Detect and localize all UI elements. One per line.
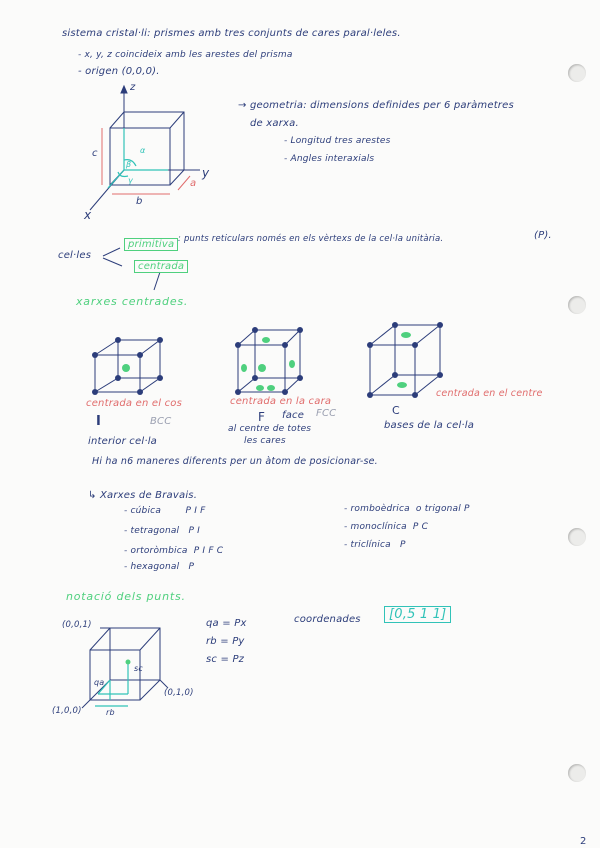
- cell3-desc: bases de la cel·la: [384, 420, 475, 431]
- eq-qa: qa = Px: [206, 618, 247, 629]
- eq-rb: rb = Py: [206, 636, 245, 647]
- bravais-triclinica: - triclínica P: [344, 540, 406, 550]
- coord-001: (0,0,1): [62, 620, 92, 630]
- label-rb: rb: [106, 708, 115, 717]
- label-sc: sc: [134, 664, 143, 673]
- cell1-desc: interior cel·la: [88, 436, 158, 447]
- cell1-code: I: [96, 414, 102, 429]
- primitiva-code: (P).: [534, 230, 552, 241]
- bravais-romboedrica: - romboèdrica o trigonal P: [344, 504, 470, 514]
- bravais-hexagonal: - hexagonal P: [124, 562, 195, 572]
- centrada-box: centrada: [134, 260, 188, 273]
- coord-value: [0,5 1 1]: [384, 606, 451, 623]
- axis-z-label: z: [130, 82, 136, 93]
- bullet-origen: - origen (0,0,0).: [78, 66, 160, 77]
- eq-sc: sc = Pz: [206, 654, 245, 665]
- cell2-fcc: FCC: [316, 408, 337, 419]
- cell2-code: F: [258, 410, 266, 424]
- geometria-line: → geometria: dimensions definides per 6 paràmetres: [238, 100, 514, 111]
- bravais-ortorombica: - ortoròmbica P I F C: [124, 546, 224, 556]
- cell3-label: centrada en el centre: [436, 388, 543, 399]
- angle-alpha-label: α: [140, 146, 146, 155]
- notation-cube: [82, 628, 168, 708]
- param-b-label: b: [136, 196, 143, 207]
- cell1-bcc: BCC: [150, 416, 172, 427]
- page-number: 2: [580, 836, 587, 847]
- coordenades-label: coordenades: [294, 614, 361, 625]
- bravais-cubica: - cúbica P I F: [124, 506, 206, 516]
- xarxes-bravais-heading: ↳ Xarxes de Bravais.: [88, 490, 198, 501]
- angle-beta-label: β: [126, 160, 132, 169]
- cell3-code: C: [392, 404, 400, 417]
- label-qa: qa: [94, 678, 105, 687]
- angles-line: - Angles interaxials: [284, 154, 375, 164]
- angle-gamma-label: γ: [128, 176, 133, 185]
- param-a-label: a: [190, 178, 197, 189]
- primitiva-box: primitiva: [124, 238, 178, 251]
- longitud-line: - Longitud tres arestes: [284, 136, 391, 146]
- cell1-label: centrada en el cos: [86, 398, 183, 409]
- primitiva-desc: : punts reticulars només en els vèrtexs de la cel·la unitària.: [178, 234, 444, 244]
- axis-y-label: y: [202, 166, 210, 180]
- cell2-label: centrada en la cara: [230, 396, 332, 407]
- cell2-desc2: les cares: [244, 436, 286, 446]
- coord-100: (1,0,0): [52, 706, 82, 716]
- de-xarxa: de xarxa.: [250, 118, 299, 129]
- bullet-xyz: - x, y, z coincideix amb les arestes del prisma: [78, 50, 293, 60]
- axis-x-label: x: [84, 208, 92, 222]
- xarxes-centrades-heading: xarxes centrades.: [76, 295, 189, 308]
- bravais-monoclinica: - monoclínica P C: [344, 522, 429, 532]
- hi-ha-line: Hi ha n6 maneres diferents per un àtom de posicionar-se.: [92, 456, 378, 467]
- celles-label: cel·les: [58, 250, 92, 261]
- param-c-label: c: [92, 148, 98, 159]
- notacio-heading: notació dels punts.: [66, 590, 186, 603]
- intro-line: sistema cristal·li: prismes amb tres conjunts de cares paral·leles.: [62, 28, 401, 39]
- cell2-face: face: [282, 410, 305, 421]
- coord-010: (0,1,0): [164, 688, 194, 698]
- bravais-tetragonal: - tetragonal P I: [124, 526, 200, 536]
- cell2-desc1: al centre de totes: [228, 424, 312, 434]
